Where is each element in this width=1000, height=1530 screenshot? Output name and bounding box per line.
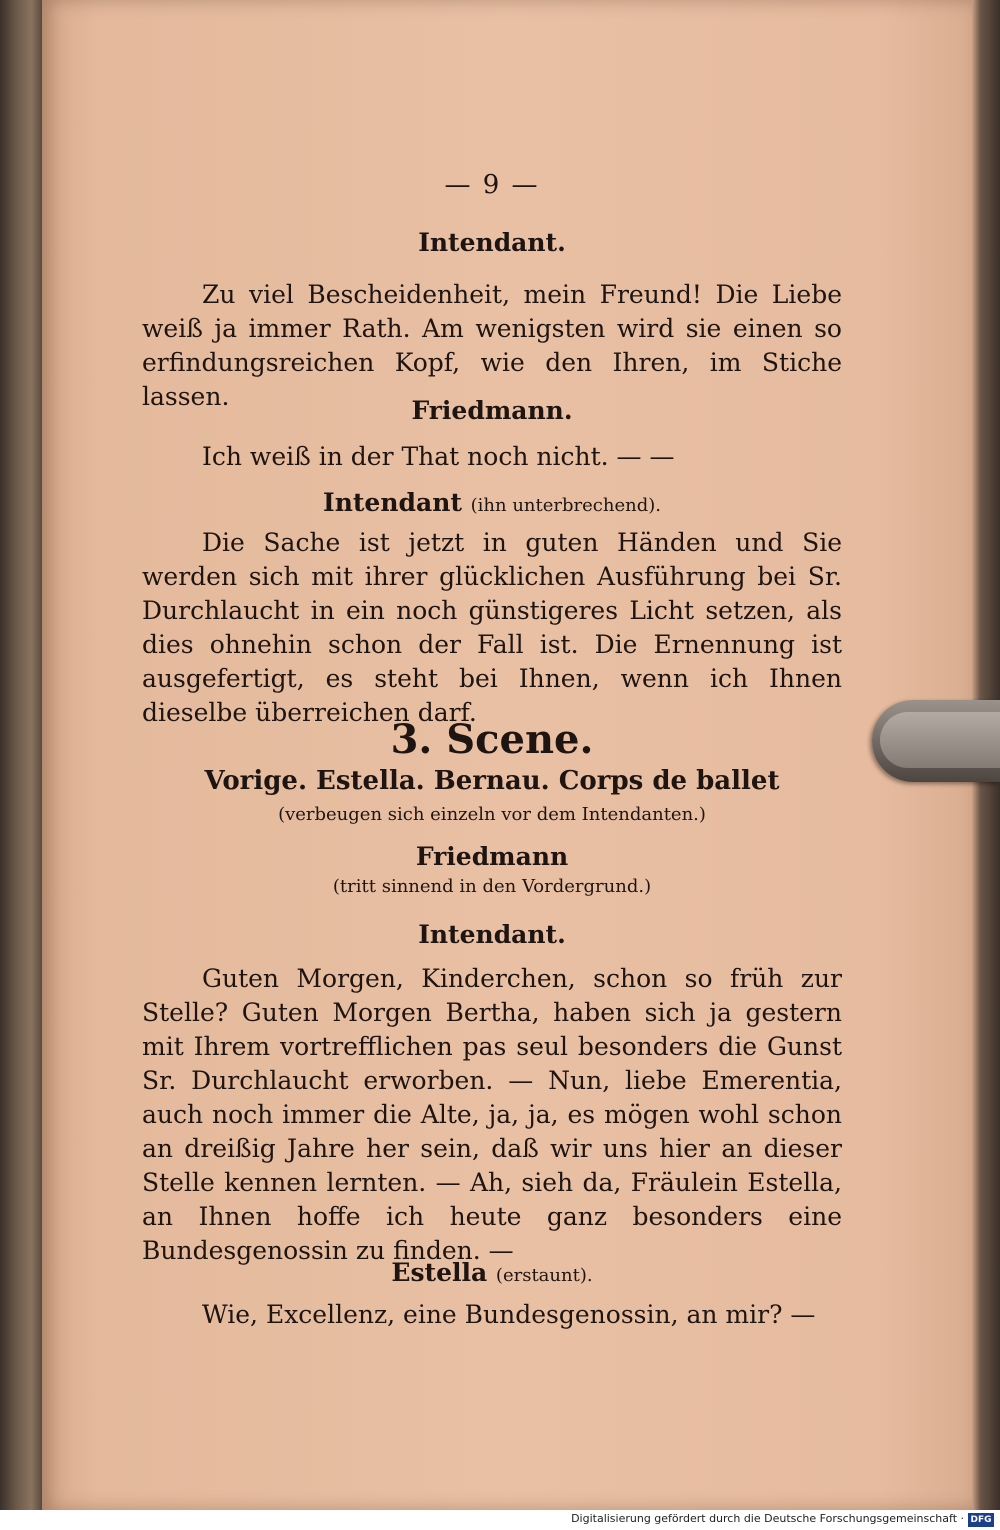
scene-heading: 3. Scene. bbox=[390, 716, 594, 763]
dfg-logo: DFG bbox=[968, 1513, 994, 1527]
dialogue-paragraph: Zu viel Bescheidenheit, mein Freund! Die Liebe weiß ja immer Rath. Am wenigsten wird sie einen so erfindungsreichen Kopf, wie den Ihren, im Stiche lassen. bbox=[142, 280, 842, 411]
book-spine bbox=[0, 0, 42, 1510]
speaker-name: Intendant bbox=[323, 488, 462, 517]
dialogue-paragraph: Wie, Excellenz, eine Bundesgenossin, an mir? — bbox=[202, 1300, 816, 1329]
speaker-heading: Friedmann. bbox=[411, 396, 573, 425]
speaker-heading-with-direction bbox=[142, 488, 842, 517]
speaker-heading: Friedmann bbox=[415, 842, 569, 871]
speaker-name: Estella bbox=[391, 1258, 488, 1287]
stage-direction: (tritt sinnend in den Vordergrund.) bbox=[332, 876, 652, 897]
stage-direction: (verbeugen sich einzeln vor dem Intendanten.) bbox=[278, 804, 706, 825]
cast-list: Vorige. Estella. Bernau. Corps de ballet bbox=[204, 766, 780, 796]
speaker-heading-with-direction bbox=[142, 1258, 842, 1287]
speaker-heading: Intendant. bbox=[418, 228, 566, 257]
stage-direction: (erstaunt). bbox=[495, 1265, 593, 1286]
speaker-heading: Intendant. bbox=[418, 920, 566, 949]
page-number: — 9 — bbox=[444, 170, 540, 200]
footer-credit: Digitalisierung gefördert durch die Deutsche Forschungsgemeinschaft · bbox=[571, 1512, 964, 1525]
dialogue-paragraph: Ich weiß in der That noch nicht. — — bbox=[202, 442, 675, 471]
dialogue-paragraph: Guten Morgen, Kinderchen, schon so früh zur Stelle? Guten Morgen Bertha, haben sich ja gestern mit Ihrem vortrefflichen pas seul besonders die Gunst Sr. Durchlaucht erworben. — Nun, liebe Emerentia, auch noch immer die Alte, ja, ja, es mögen wohl schon an dreißig Jahre her sein, daß wir uns hier an dieser Stelle kennen lernten. — Ah, sieh da, Fräulein Estella, an Ihnen hoffe ich heute ganz besonders eine Bundesgenossin zu finden. — bbox=[142, 964, 842, 1265]
stage-direction: (ihn unterbrechend). bbox=[470, 495, 661, 516]
digitization-footer bbox=[0, 1510, 1000, 1530]
clip-tab-inner bbox=[880, 712, 1000, 768]
dialogue-paragraph: Die Sache ist jetzt in guten Händen und Sie werden sich mit ihrer glücklichen Ausführung bei Sr. Durchlaucht in ein noch günstigeres Licht setzen, als dies ohnehin schon der Fall ist. Die Ernennung ist ausgefertigt, es steht bei Ihnen, wenn ich Ihnen dieselbe überreichen darf. bbox=[142, 528, 842, 727]
